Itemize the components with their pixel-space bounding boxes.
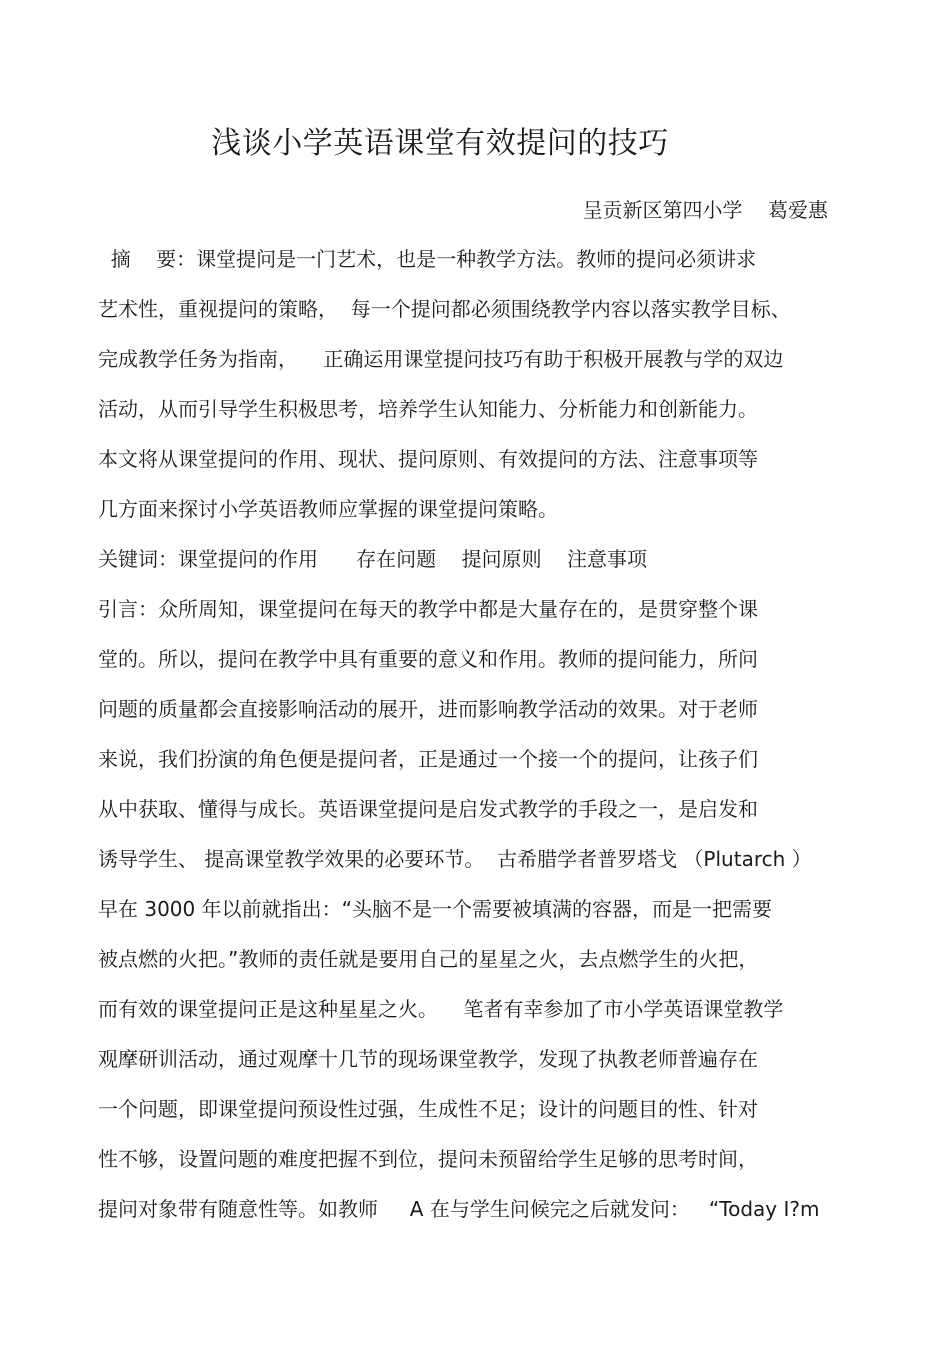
text-line: 堂的。所以，提问在教学中具有重要的意义和作用。教师的提问能力，所问 xyxy=(98,647,758,671)
text-line: 一个问题，即课堂提问预设性过强，生成性不足；设计的问题目的性、针对 xyxy=(98,1097,758,1121)
text-line: 活动，从而引导学生积极思考，培养学生认知能力、分析能力和创新能力。 xyxy=(98,397,758,421)
text-line: 诱导学生、 提高课堂教学效果的必要环节。 古希腊学者普罗塔戈 （Plutarch ） xyxy=(98,847,812,871)
keywords-line: 关键词：课堂提问的作用 存在问题 提问原则 注意事项 xyxy=(98,547,648,571)
document-title: 浅谈小学英语课堂有效提问的技巧 xyxy=(211,126,669,161)
text-line: 提问对象带有随意性等。如教师 A 在与学生问候完之后就发问： “Today I?m xyxy=(98,1197,820,1221)
text-line: 被点燃的火把。”教师的责任就是要用自己的星星之火，去点燃学生的火把， xyxy=(98,947,759,971)
text-line: 问题的质量都会直接影响活动的展开，进而影响教学活动的效果。对于老师 xyxy=(98,697,758,721)
text-line: 从中获取、懂得与成长。英语课堂提问是启发式教学的手段之一，是启发和 xyxy=(98,797,758,821)
text-line: 艺术性，重视提问的策略， 每一个提问都必须围绕教学内容以落实教学目标、 xyxy=(98,297,791,321)
text-line: 来说，我们扮演的角色便是提问者，正是通过一个接一个的提问，让孩子们 xyxy=(98,747,758,771)
text-line: 而有效的课堂提问正是这种星星之火。 笔者有幸参加了市小学英语课堂教学 xyxy=(98,997,784,1021)
text-line: 引言：众所周知，课堂提问在每天的教学中都是大量存在的，是贯穿整个课 xyxy=(98,597,758,621)
author-line: 呈贡新区第四小学 葛爱惠 xyxy=(582,198,828,222)
text-line: 摘 要：课堂提问是一门艺术，也是一种教学方法。教师的提问必须讲求 xyxy=(98,247,757,271)
text-line: 性不够，设置问题的难度把握不到位，提问未预留给学生足够的思考时间， xyxy=(98,1147,758,1171)
text-line: 早在 3000 年以前就指出：“头脑不是一个需要被填满的容器，而是一把需要 xyxy=(98,897,772,921)
text-line: 观摩研训活动，通过观摩十几节的现场课堂教学，发现了执教老师普遍存在 xyxy=(98,1047,758,1071)
body-text xyxy=(98,244,858,1244)
text-line: 完成教学任务为指南， 正确运用课堂提问技巧有助于积极开展教与学的双边 xyxy=(98,347,784,371)
text-line: 几方面来探讨小学英语教师应掌握的课堂提问策略。 xyxy=(98,497,558,521)
text-line: 本文将从课堂提问的作用、现状、提问原则、有效提问的方法、注意事项等 xyxy=(98,447,758,471)
